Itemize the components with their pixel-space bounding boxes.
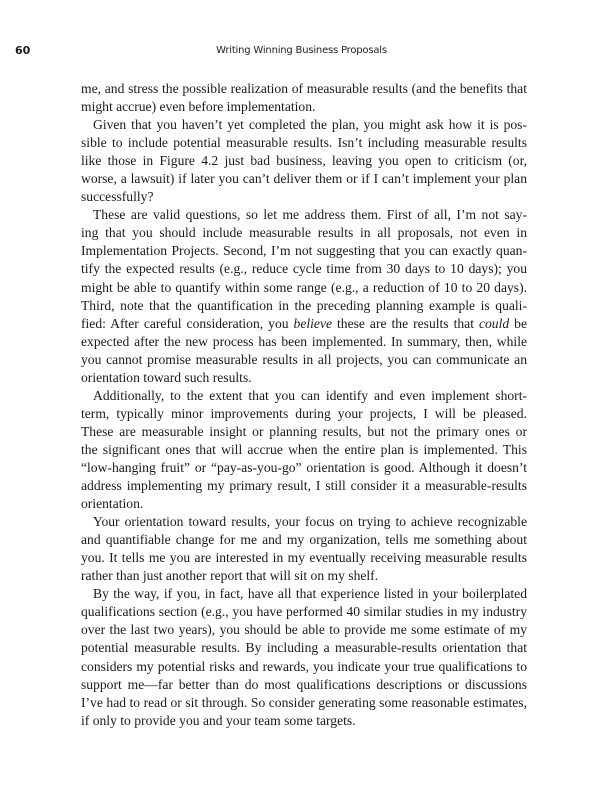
emphasis: believe xyxy=(293,315,333,331)
text-line: qualifications section (e.g., you have performed 40 similar studies in my industry xyxy=(81,604,527,620)
running-head: Writing Winning Business Proposals xyxy=(216,45,387,56)
paragraph xyxy=(81,80,527,116)
text-line: “low-hanging fruit” or “pay-as-you-go” orientation is good. Although it doesn’t xyxy=(81,459,527,475)
text-line: me, and stress the possible realization of measurable results (and the benefits that xyxy=(81,81,527,96)
text-line: By the way, if you, in fact, have all that experience listed in your boilerplated xyxy=(93,586,527,602)
page-header xyxy=(0,44,603,60)
text-line: term, typically minor improvements during your projects, I will be pleased. xyxy=(81,405,527,421)
text-line: might be able to quantify within some range (e.g., a reduction of 10 to 20 days). xyxy=(81,279,527,295)
text-line: considers my potential risks and rewards, you indicate your true qualifications to xyxy=(81,658,527,674)
text-line: orientation. xyxy=(81,496,144,512)
text-line: like those in Figure 4.2 just bad business, leaving you open to criticism (or, xyxy=(81,153,527,169)
text-line: potential measurable results. By including a measurable-results orientation that xyxy=(81,640,527,656)
paragraph xyxy=(81,513,527,585)
text-line: These are valid questions, so let me address them. First of all, I’m not say- xyxy=(93,207,527,223)
text-line: tify the expected results (e.g., reduce cycle time from 30 days to 10 days); you xyxy=(81,261,527,277)
text-line: address implementing my primary result, I still consider it a measurable-results xyxy=(81,478,527,494)
text-line: fied: After careful consideration, you believe these are the results that could be xyxy=(81,315,527,331)
text-line: expected after the new process has been implemented. In summary, then, while xyxy=(81,333,527,349)
text-line: rather than just another report that will sit on my shelf. xyxy=(81,568,379,584)
text-line: orientation toward such results. xyxy=(81,369,252,385)
paragraph xyxy=(81,116,527,206)
paragraph xyxy=(81,585,527,729)
text-line: sible to include potential measurable results. Isn’t including measurable results xyxy=(81,135,527,151)
text-line: worse, a lawsuit) if later you can’t deliver them or if I can’t implement your plan xyxy=(81,171,527,187)
text-line: you. It tells me you are interested in my eventually receiving measurable results xyxy=(81,550,527,566)
text-line: I’ve had to read or sit through. So consider generating some reasonable estimates, xyxy=(81,694,527,710)
body-text xyxy=(81,80,527,730)
text-line: over the last two years), you should be able to provide me some estimate of my xyxy=(81,622,527,638)
text-line: Implementation Projects. Second, I’m not suggesting that you can exactly quan- xyxy=(81,243,527,259)
text-line: Additionally, to the extent that you can identify and even implement short- xyxy=(93,387,527,403)
text-line: might accrue) even before implementation. xyxy=(81,99,316,115)
text-line: Your orientation toward results, your focus on trying to achieve recognizable xyxy=(93,514,527,530)
text-line: if only to provide you and your team some targets. xyxy=(81,712,356,728)
paragraph xyxy=(81,206,527,386)
text-line: ing that you should include measurable results in all proposals, not even in xyxy=(81,225,527,241)
text-line: you cannot promise measurable results in all projects, you can communicate an xyxy=(81,351,527,367)
text-line: Given that you haven’t yet completed the plan, you might ask how it is pos- xyxy=(93,117,527,133)
text-line: Third, note that the quantification in the preceding planning example is quali- xyxy=(81,297,527,313)
paragraph xyxy=(81,387,527,513)
text-line: and quantifiable change for me and my organization, tells me something about xyxy=(81,532,527,548)
emphasis: could xyxy=(478,315,510,331)
text-line: the significant ones that will accrue when the entire plan is implemented. This xyxy=(81,441,527,457)
text-line: These are measurable insight or planning results, but not the primary ones or xyxy=(81,423,527,439)
text-line: successfully? xyxy=(81,189,154,205)
text-line: support me—far better than do most qualifications descriptions or discussions xyxy=(81,676,527,692)
page-number: 60 xyxy=(15,44,31,57)
